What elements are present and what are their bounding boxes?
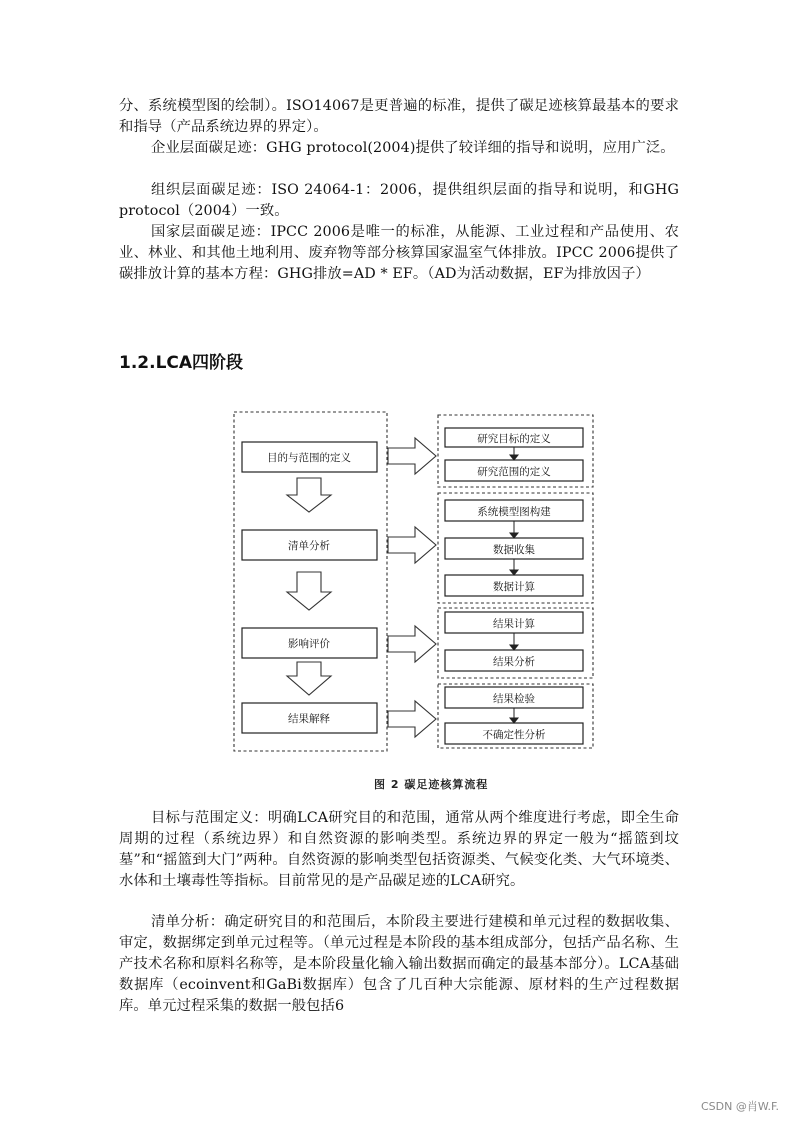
stage-label-goal-scope: 目的与范围的定义: [267, 452, 351, 464]
step-label-data-calculation: 数据计算: [493, 581, 535, 593]
down-arrowhead-icon: [510, 718, 518, 723]
lca-flow-diagram: [225, 400, 600, 800]
stage-label-interpretation: 结果解释: [288, 713, 330, 725]
paragraph-goal-scope: 目标与范围定义：明确LCA研究目的和范围，通常从两个维度进行考虑，即全生命周期的过程（系统边界）和自然资源的影响类型。系统边界的界定一般为“摇篮到坟墓”和“摇篮到大门”两种。自然资源的影响类型包括资源类、气候变化类、大气环境类、水体和土壤毒性等指标。目前常见的是产品碳足迹的LCA研究。: [119, 810, 679, 889]
step-label-result-calculation: 结果计算: [493, 618, 535, 630]
step-label-uncertainty: 不确定性分析: [482, 729, 546, 741]
stage-label-impact: 影响评价: [288, 638, 330, 650]
right-arrow-icon: [388, 626, 436, 662]
paragraph-organization-footprint: 组织层面碳足迹：ISO 24064-1：2006，提供组织层面的指导和说明，和GHG protocol（2004）一致。: [119, 182, 679, 219]
down-arrow-icon: [287, 478, 331, 512]
paragraph-inventory-analysis: 清单分析：确定研究目的和范围后，本阶段主要进行建模和单元过程的数据收集、审定，数据绑定到单元过程等。（单元过程是本阶段的基本组成部分，包括产品名称、生产技术名称和原料名称等，是本阶段量化输入输出数据而确定的最基本部分）。LCA基础数据库（ecoinvent和GaBi数据库）包含了几百种大宗能源、原材料的生产过程数据库。单元过程采集的数据一般包括6: [119, 914, 679, 1014]
step-label-scope-definition: 研究范围的定义: [477, 466, 551, 478]
stage-label-inventory: 清单分析: [288, 540, 330, 552]
figure-caption: 图 2 碳足迹核算流程: [374, 778, 489, 791]
paragraph-enterprise-footprint: 企业层面碳足迹：GHG protocol(2004)提供了较详细的指导和说明，应用广泛。: [151, 140, 675, 156]
step-label-result-check: 结果检验: [493, 693, 535, 705]
down-arrow-icon: [287, 662, 331, 695]
right-arrow-icon: [388, 701, 436, 737]
paragraph-iso14067: 分、系统模型图的绘制）。ISO14067是更普遍的标准，提供了碳足迹核算最基本的要求和指导（产品系统边界的界定）。: [119, 98, 679, 135]
paragraph-national-footprint: 国家层面碳足迹：IPCC 2006是唯一的标准，从能源、工业过程和产品使用、农业、林业、和其他土地利用、废弃物等部分核算国家温室气体排放。IPCC 2006提供了碳排放计算的基本方程：GHG排放=AD * EF。（AD为活动数据，EF为排放因子）: [119, 224, 679, 282]
csdn-watermark: CSDN @肖W.F.: [700, 1100, 779, 1113]
step-label-system-model: 系统模型图构建: [477, 506, 551, 518]
down-arrowhead-icon: [510, 455, 518, 460]
right-arrow-icon: [388, 438, 436, 474]
down-arrowhead-icon: [510, 533, 518, 538]
down-arrowhead-icon: [510, 570, 518, 575]
right-arrow-icon: [388, 527, 436, 563]
down-arrowhead-icon: [510, 645, 518, 650]
down-arrow-icon: [287, 572, 331, 610]
step-label-data-collection: 数据收集: [493, 544, 535, 556]
step-label-goal-definition: 研究目标的定义: [477, 433, 551, 445]
section-heading: 1.2.LCA四阶段: [119, 353, 244, 373]
step-label-result-analysis: 结果分析: [493, 656, 535, 668]
